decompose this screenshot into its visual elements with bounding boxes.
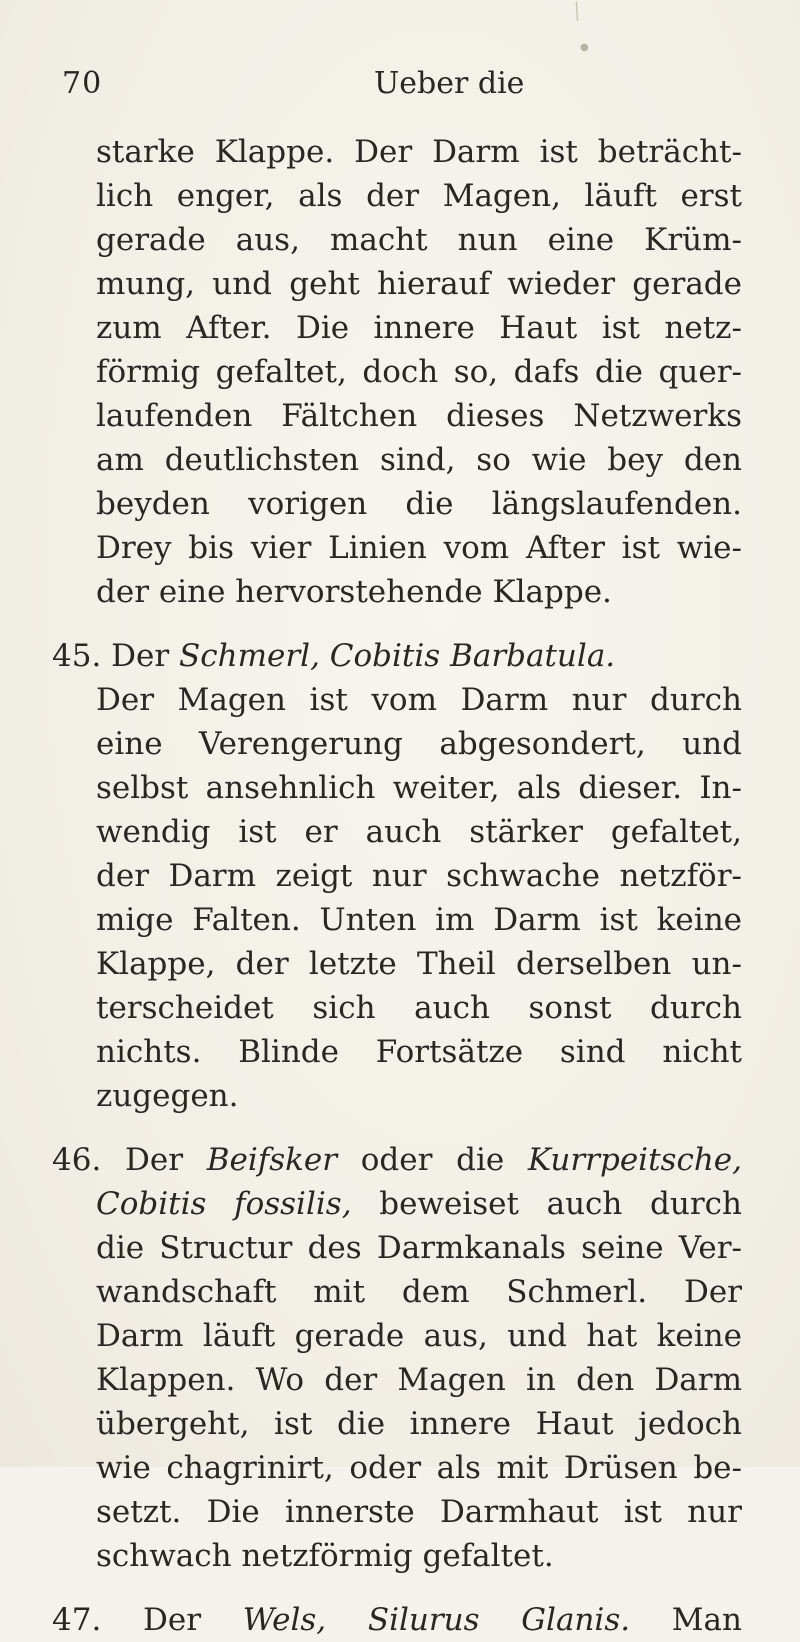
text-line: Drey bis vier Linien vom After ist wie- <box>96 530 742 566</box>
text-line: schwach netzförmig gefaltet. <box>96 1538 554 1574</box>
text-line: die Structur des Darmkanals seine Ver- <box>96 1230 742 1266</box>
heading-lead: Der <box>125 1142 207 1178</box>
ink-mark: ⁄ <box>569 1 587 24</box>
text-line: nichts. Blinde Fortsätze sind nicht <box>96 1034 742 1070</box>
text-run: beweiset auch durch <box>351 1186 742 1222</box>
heading-middle: oder die <box>337 1142 528 1178</box>
text-line: setzt. Die innerste Darmhaut ist nur <box>96 1494 742 1530</box>
text-line: Darm läuft gerade aus, und hat keine <box>96 1318 742 1354</box>
section-number: 45. <box>52 638 102 674</box>
species-name: Schmerl, Cobitis Barbatula. <box>179 638 616 674</box>
section-number: 46. <box>52 1142 102 1178</box>
ink-dot: ● <box>580 42 589 53</box>
section-heading <box>52 1138 742 1182</box>
text-line <box>96 1182 742 1226</box>
section-heading <box>52 1598 742 1642</box>
paragraph-continuation <box>96 130 742 614</box>
section-47 <box>52 1598 742 1642</box>
text-line: eine Verengerung abgesondert, und <box>96 726 742 762</box>
heading-lead: Der <box>143 1602 243 1638</box>
section-heading <box>52 634 742 678</box>
text-line: starke Klappe. Der Darm ist beträcht- <box>96 134 742 170</box>
text-line: gerade aus, macht nun eine Krüm- <box>96 222 742 258</box>
page-header <box>62 66 742 106</box>
catchword: Man <box>671 1602 742 1638</box>
text-line: zugegen. <box>96 1078 239 1114</box>
text-line: der Darm zeigt nur schwache netzför- <box>96 858 742 894</box>
text-line: Der Magen ist vom Darm nur durch <box>96 682 742 718</box>
text-line: beyden vorigen die längslaufenden. <box>96 486 742 522</box>
species-name: Kurrpeitsche, <box>527 1142 742 1178</box>
text-line: wandschaft mit dem Schmerl. Der <box>96 1274 742 1310</box>
text-line: wie chagrinirt, oder als mit Drüsen be- <box>96 1450 742 1486</box>
text-line: selbst ansehnlich weiter, als dieser. In- <box>96 770 742 806</box>
text-line: übergeht, ist die innere Haut jedoch <box>96 1406 742 1442</box>
text-line: lich enger, als der Magen, läuft erst <box>96 178 742 214</box>
text-line: wendig ist er auch stärker gefaltet, <box>96 814 742 850</box>
text-body <box>52 130 742 1642</box>
section-45 <box>52 634 742 1118</box>
text-line: förmig gefaltet, doch so, dafs die quer- <box>96 354 742 390</box>
species-name: Wels, Silurus Glanis. <box>242 1602 631 1638</box>
text-line: terscheidet sich auch sonst durch <box>96 990 742 1026</box>
text-line: Klappen. Wo der Magen in den Darm <box>96 1362 742 1398</box>
running-head: Ueber die <box>374 66 525 101</box>
text-line: zum After. Die innere Haut ist netz- <box>96 310 742 346</box>
text-line: Klappe, der letzte Theil derselben un- <box>96 946 742 982</box>
section-number: 47. <box>52 1602 102 1638</box>
section-46 <box>52 1138 742 1578</box>
text-line: mige Falten. Unten im Darm ist keine <box>96 902 742 938</box>
species-name: Cobitis fossilis, <box>96 1186 352 1222</box>
heading-lead: Der <box>111 638 180 674</box>
text-line: am deutlichsten sind, so wie bey den <box>96 442 742 478</box>
text-line: der eine hervorstehende Klappe. <box>96 574 612 610</box>
text-line: mung, und geht hierauf wieder gerade <box>96 266 742 302</box>
text-line: laufenden Fältchen dieses Netzwerks <box>96 398 742 434</box>
species-name: Beifsker <box>206 1142 338 1178</box>
page-number: 70 <box>62 66 103 101</box>
